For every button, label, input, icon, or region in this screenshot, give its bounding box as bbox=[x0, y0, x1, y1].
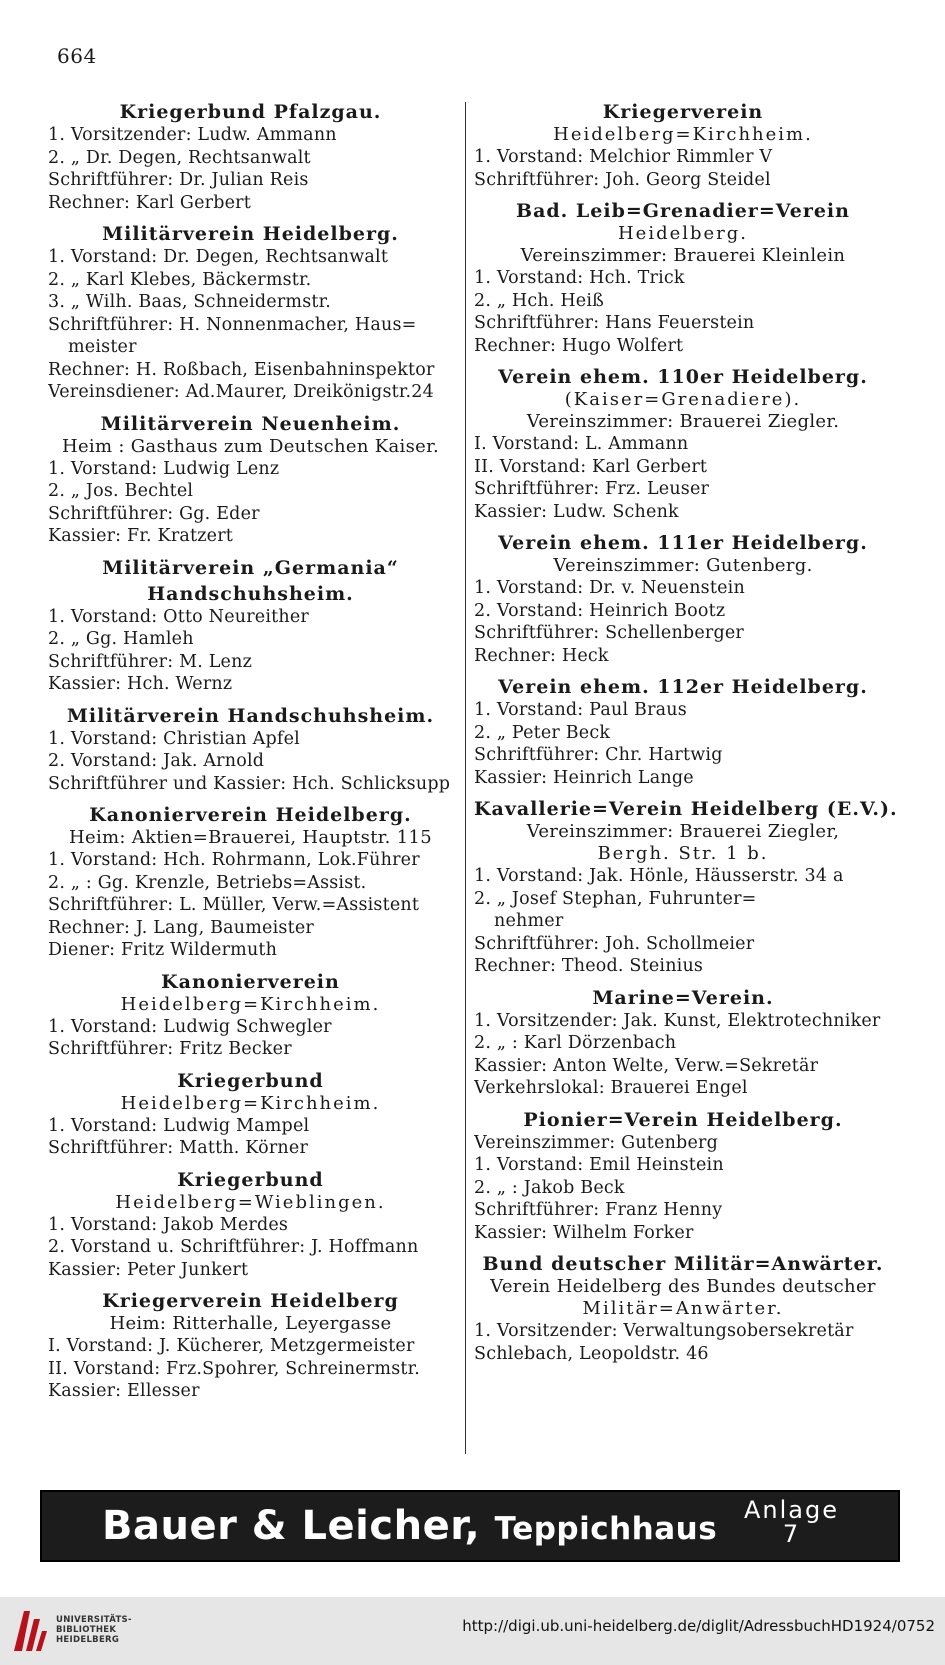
entry-subheading: Heidelberg=Kirchheim. bbox=[120, 993, 381, 1015]
column-divider bbox=[465, 102, 466, 1454]
entry-line: Rechner: Karl Gerbert bbox=[48, 192, 251, 213]
entry-subheading: Bergh. Str. 1 b. bbox=[597, 843, 769, 864]
entry-line: 2. „ Karl Klebes, Bäckermstr. bbox=[48, 269, 312, 290]
entry-line: 2. „ Gg. Hamleh bbox=[48, 629, 194, 649]
entry-line: 2. „ : Jakob Beck bbox=[474, 1177, 625, 1198]
entry-gap bbox=[48, 1160, 453, 1166]
directory-entry bbox=[474, 523, 892, 667]
entry-line: Schriftführer: Chr. Hartwig bbox=[474, 745, 723, 765]
entry-subheading: Verein Heidelberg des Bundes deutscher bbox=[490, 1276, 876, 1297]
entry-line: 1. Vorstand: Otto Neureither bbox=[48, 606, 309, 627]
logo-line-2: BIBLIOTHEK bbox=[56, 1625, 117, 1635]
entry-heading: Verein ehem. 111er Heidelberg. bbox=[498, 532, 868, 554]
entry-gap bbox=[474, 523, 892, 529]
entry-line: 1. Vorstand: Jak. Hönle, Häusserstr. 34 a bbox=[474, 866, 844, 886]
entry-subheading: Vereinszimmer: Brauerei Kleinlein bbox=[520, 245, 846, 266]
ad-anlage-word: Anlage bbox=[744, 1496, 840, 1524]
entry-line: Schriftführer: Matth. Körner bbox=[48, 1138, 309, 1158]
source-url-link[interactable]: http://digi.ub.uni-heidelberg.de/diglit/AdressbuchHD1924/0752 bbox=[462, 1617, 935, 1635]
entry-line: 1. Vorstand: Melchior Rimmler V bbox=[474, 147, 773, 167]
entry-line: Schriftführer: L. Müller, Verw.=Assistent bbox=[48, 895, 420, 915]
entry-line: Rechner: Hugo Wolfert bbox=[474, 335, 684, 356]
entry-gap bbox=[474, 357, 892, 363]
entry-line: 1. Vorstand: Ludwig Schwegler bbox=[48, 1016, 332, 1037]
entry-line: 1. Vorstand: Ludwig Mampel bbox=[48, 1115, 310, 1136]
advertisement-text bbox=[102, 1500, 717, 1555]
entry-heading: Militärverein „Germania“ bbox=[102, 556, 399, 579]
entry-line: Rechner: Theod. Steinius bbox=[474, 956, 704, 976]
entry-line: 1. Vorsitzender: Verwaltungsobersekretär bbox=[474, 1321, 854, 1341]
entry-line: Schriftführer: H. Nonnenmacher, Haus= bbox=[48, 314, 417, 335]
entry-line: Schriftführer: Joh. Georg Steidel bbox=[474, 169, 771, 190]
ad-main-text: Bauer & Leicher, bbox=[102, 1503, 481, 1549]
logo-line-3: HEIDELBERG bbox=[56, 1635, 120, 1645]
advertisement-bar bbox=[40, 1490, 900, 1562]
page-number: 664 bbox=[57, 44, 97, 68]
footer-bar bbox=[0, 1597, 945, 1665]
entry-line: Verkehrslokal: Brauerei Engel bbox=[474, 1078, 748, 1098]
entry-gap bbox=[474, 667, 892, 673]
entry-line: 1. Vorstand: Dr. v. Neuenstein bbox=[474, 578, 745, 598]
entry-heading: Kavallerie=Verein Heidelberg (E.V.). bbox=[474, 798, 898, 820]
entry-line: Schriftführer: Hans Feuerstein bbox=[474, 313, 755, 333]
entry-line: Schlebach, Leopoldstr. 46 bbox=[474, 1343, 709, 1364]
entry-gap bbox=[48, 795, 453, 801]
entry-line: Kassier: Hch. Wernz bbox=[48, 674, 233, 694]
directory-entry bbox=[474, 191, 892, 357]
entry-subheading: Heidelberg=Wieblingen. bbox=[115, 1191, 386, 1213]
entry-line: I. Vorstand: L. Ammann bbox=[474, 434, 689, 454]
entry-gap bbox=[48, 548, 453, 554]
entry-heading: Verein ehem. 110er Heidelberg. bbox=[498, 366, 868, 388]
entry-gap bbox=[474, 191, 892, 197]
entry-line: 1. Vorstand: Christian Apfel bbox=[48, 728, 300, 749]
entry-subheading: (Kaiser=Grenadiere). bbox=[564, 389, 802, 410]
entry-heading: Handschuhsheim. bbox=[147, 582, 354, 605]
entry-line: Schriftführer: M. Lenz bbox=[48, 651, 253, 672]
logo-line-1: UNIVERSITÄTS- bbox=[56, 1615, 132, 1625]
entry-gap bbox=[48, 962, 453, 968]
ad-anlage-number: 7 bbox=[782, 1520, 801, 1548]
directory-entry bbox=[474, 357, 892, 523]
entry-line: 1. Vorstand: Dr. Degen, Rechtsanwalt bbox=[48, 247, 389, 267]
entry-gap bbox=[48, 696, 453, 702]
entry-heading: Kriegerbund bbox=[177, 1069, 324, 1092]
entry-heading: Kanonierverein bbox=[161, 970, 340, 993]
entry-heading: Militärverein Neuenheim. bbox=[100, 412, 401, 435]
directory-entry bbox=[48, 795, 453, 962]
entry-line: Kassier: Anton Welte, Verw.=Sekretär bbox=[474, 1055, 819, 1076]
entry-subheading: Militär=Anwärter. bbox=[582, 1298, 784, 1319]
entry-subheading: Vereinszimmer: Brauerei Ziegler. bbox=[526, 411, 840, 432]
entry-heading: Bund deutscher Militär=Anwärter. bbox=[482, 1253, 884, 1275]
entry-line: 2. „ Hch. Heiß bbox=[474, 290, 605, 311]
entry-heading: Kriegerverein bbox=[602, 101, 764, 123]
entry-line: Kassier: Ellesser bbox=[48, 1381, 200, 1401]
entry-heading: Kanonierverein Heidelberg. bbox=[89, 804, 412, 826]
entry-subheading: Heidelberg. bbox=[617, 223, 749, 244]
entry-line: I. Vorstand: J. Kücherer, Metzgermeister bbox=[48, 1336, 415, 1356]
entry-line: Schriftführer: Joh. Schollmeier bbox=[474, 933, 755, 954]
entry-subheading: Vereinszimmer: Brauerei Ziegler, bbox=[526, 821, 840, 842]
entry-subheading: Heidelberg=Kirchheim. bbox=[120, 1092, 381, 1114]
entry-heading: Bad. Leib=Grenadier=Verein bbox=[516, 200, 850, 222]
entry-line: Schriftführer: Gg. Eder bbox=[48, 503, 260, 524]
directory-entry bbox=[474, 667, 892, 789]
entry-heading: Marine=Verein. bbox=[592, 986, 774, 1009]
entry-heading: Militärverein Heidelberg. bbox=[102, 223, 399, 245]
entry-line: 1. Vorstand: Emil Heinstein bbox=[474, 1155, 724, 1175]
entry-subheading: Vereinszimmer: Gutenberg. bbox=[553, 555, 813, 576]
entry-line: Kassier: Wilhelm Forker bbox=[474, 1222, 694, 1243]
entry-line: 1. Vorstand: Hch. Rohrmann, Lok.Führer bbox=[48, 850, 420, 870]
entry-subheading: Heim: Ritterhalle, Leyergasse bbox=[109, 1313, 392, 1334]
entry-line: 1. Vorsitzender: Ludw. Ammann bbox=[48, 125, 337, 145]
entry-heading: Militärverein Handschuhsheim. bbox=[66, 704, 435, 727]
directory-entry bbox=[474, 789, 898, 978]
entry-line: 2. „ Josef Stephan, Fuhrunter= bbox=[474, 888, 757, 909]
right-column bbox=[474, 98, 898, 1365]
library-logo-text bbox=[56, 1615, 132, 1645]
entry-heading: Kriegerverein Heidelberg bbox=[102, 1290, 399, 1312]
entry-line: 1. Vorstand: Jakob Merdes bbox=[48, 1214, 289, 1235]
entry-line: 3. „ Wilh. Baas, Schneidermstr. bbox=[48, 292, 332, 312]
directory-entry bbox=[48, 214, 453, 404]
entry-line: 2. Vorstand: Heinrich Bootz bbox=[474, 600, 726, 621]
library-logo-icon bbox=[10, 1605, 50, 1655]
entry-line: II. Vorstand: Karl Gerbert bbox=[474, 456, 708, 477]
entry-line: Diener: Fritz Wildermuth bbox=[48, 940, 278, 960]
directory-entry bbox=[48, 1281, 453, 1403]
directory-entry bbox=[474, 1244, 892, 1365]
entry-line: Rechner: J. Lang, Baumeister bbox=[48, 917, 314, 938]
entry-heading: Kriegerbund bbox=[177, 1168, 324, 1191]
entry-line: 1. Vorstand: Ludwig Lenz bbox=[48, 458, 280, 479]
entry-line: 2. „ Dr. Degen, Rechtsanwalt bbox=[48, 147, 311, 168]
entry-line: 2. „ : Karl Dörzenbach bbox=[474, 1033, 677, 1053]
entry-line: Schriftführer: Franz Henny bbox=[474, 1200, 723, 1220]
entry-heading: Verein ehem. 112er Heidelberg. bbox=[498, 676, 868, 698]
entry-line: Schriftführer: Schellenberger bbox=[474, 623, 744, 643]
entry-line: 1. Vorstand: Paul Braus bbox=[474, 700, 687, 720]
entry-line: Kassier: Ludw. Schenk bbox=[474, 501, 679, 522]
directory-entry bbox=[474, 101, 892, 191]
directory-entry bbox=[48, 548, 453, 696]
directory-entry bbox=[48, 404, 453, 548]
entry-gap bbox=[474, 978, 892, 984]
entry-line: 2. Vorstand u. Schriftführer: J. Hoffmann bbox=[48, 1237, 419, 1257]
entry-line: Vereinsdiener: Ad.Maurer, Dreikönigstr.24 bbox=[48, 382, 434, 402]
entry-line: 1. Vorsitzender: Jak. Kunst, Elektrotechniker bbox=[474, 1010, 881, 1031]
ad-anlage-label bbox=[744, 1498, 839, 1546]
entry-line: Schriftführer und Kassier: Hch. Schlicksupp bbox=[48, 773, 451, 794]
entry-line: Rechner: Heck bbox=[474, 645, 609, 666]
entry-line: Vereinszimmer: Gutenberg bbox=[474, 1132, 718, 1153]
entry-line: Kassier: Peter Junkert bbox=[48, 1259, 249, 1280]
directory-entry bbox=[48, 962, 453, 1061]
entry-line: Kassier: Fr. Kratzert bbox=[48, 526, 234, 546]
directory-entry bbox=[474, 1100, 892, 1245]
entry-line: 2. „ Peter Beck bbox=[474, 722, 611, 743]
entry-heading: Kriegerbund Pfalzgau. bbox=[119, 101, 382, 123]
entry-line: Schriftführer: Frz. Leuser bbox=[474, 479, 710, 499]
directory-entry bbox=[474, 978, 892, 1100]
entry-gap bbox=[48, 214, 453, 220]
entry-gap bbox=[474, 789, 892, 795]
entry-heading: Pionier=Verein Heidelberg. bbox=[523, 1108, 843, 1131]
entry-gap bbox=[48, 1061, 453, 1067]
entry-gap bbox=[48, 1281, 453, 1287]
entry-line: Schriftführer: Fritz Becker bbox=[48, 1039, 292, 1059]
directory-entry bbox=[48, 1061, 453, 1160]
left-column bbox=[48, 98, 453, 1403]
directory-entry bbox=[48, 1160, 453, 1282]
entry-line: 1. Vorstand: Hch. Trick bbox=[474, 268, 685, 288]
entry-line: 2. Vorstand: Jak. Arnold bbox=[48, 751, 265, 771]
entry-line: Rechner: H. Roßbach, Eisenbahninspektor bbox=[48, 359, 435, 380]
entry-gap bbox=[48, 404, 453, 410]
entry-subheading: Heim : Gasthaus zum Deutschen Kaiser. bbox=[61, 435, 440, 457]
ad-secondary-text: Teppichhaus bbox=[494, 1511, 718, 1547]
directory-entry bbox=[48, 696, 453, 796]
entry-line: 2. „ Jos. Bechtel bbox=[48, 481, 194, 501]
entry-line: Schriftführer: Dr. Julian Reis bbox=[48, 170, 309, 190]
entry-gap bbox=[474, 1244, 892, 1250]
entry-line: 2. „ : Gg. Krenzle, Betriebs=Assist. bbox=[48, 872, 367, 893]
entry-subheading: Heim: Aktien=Brauerei, Hauptstr. 115 bbox=[69, 827, 432, 848]
entry-line: meister bbox=[68, 337, 137, 357]
entry-line: Kassier: Heinrich Lange bbox=[474, 767, 694, 788]
entry-line: II. Vorstand: Frz.Spohrer, Schreinermstr. bbox=[48, 1358, 421, 1379]
directory-entry bbox=[48, 101, 453, 214]
entry-line: nehmer bbox=[494, 911, 564, 931]
entry-subheading: Heidelberg=Kirchheim. bbox=[553, 124, 813, 145]
entry-gap bbox=[474, 1100, 892, 1106]
